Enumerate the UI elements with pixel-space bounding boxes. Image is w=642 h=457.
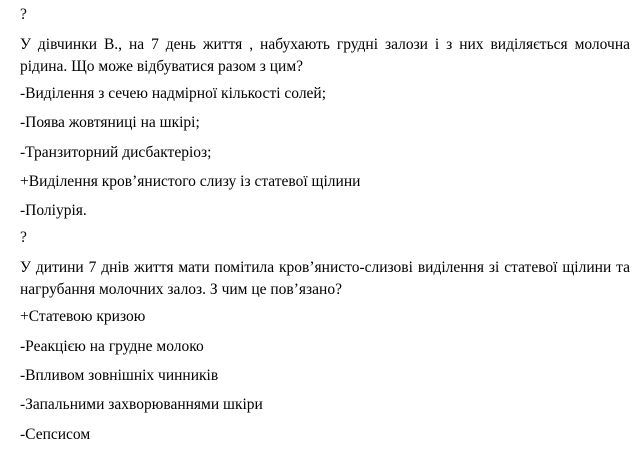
question-text: У дитини 7 днів життя мати помітила кров’янисто-слизові виділення зі статевої щілини та нагрубання молочних залоз. З чим це пов’язано? (20, 259, 630, 298)
answer-option: -Впливом зовнішніх чинників (20, 367, 219, 384)
answer-option: -Поліурія. (20, 202, 87, 219)
answer-option-correct: +Статевою кризою (20, 308, 146, 325)
answer-option: -Транзиторний дисбактеріоз; (20, 144, 212, 161)
answer-option: -Виділення з сечею надмірної кількості солей; (20, 85, 327, 102)
question-text: У дівчинки В., на 7 день життя , набухають грудні залози і з них виділяється молочна рідина. Що може відбуватися разом з цим? (20, 36, 630, 75)
answer-option: -Запальними захворюваннями шкіри (20, 396, 263, 413)
answer-option: -Поява жовтяниці на шкірі; (20, 114, 200, 131)
answer-option: -Реакцією на грудне молоко (20, 338, 204, 355)
answer-option: -Сепсисом (20, 426, 91, 443)
question-marker: ? (20, 229, 27, 246)
question-marker: ? (20, 6, 27, 23)
answer-option-correct: +Виділення кров’янистого слизу із статевої щілини (20, 173, 361, 190)
